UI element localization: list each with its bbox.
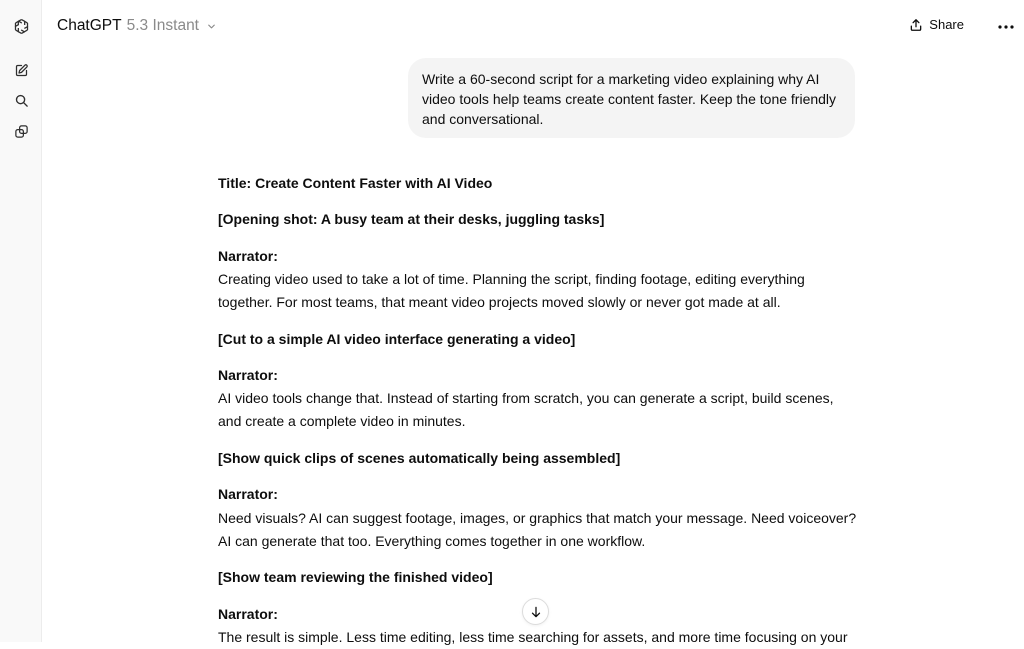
model-version: 5.3 Instant [126, 17, 199, 34]
narrator-text: The result is simple. Less time editing, less time searching for assets, and more time focusing on your [218, 629, 848, 645]
narrator-text: Creating video used to take a lot of time. Planning the script, finding footage, editing everything together. For most teams, that meant video projects moved slowly or never got made at all. [218, 271, 805, 310]
top-header [42, 0, 1024, 54]
narrator-text: AI video tools change that. Instead of starting from scratch, you can generate a script, build scenes, and create a complete video in minutes. [218, 390, 834, 429]
stage-direction: [Opening shot: A busy team at their desks, juggling tasks] [218, 211, 605, 227]
script-title: Title: Create Content Faster with AI Video [218, 175, 493, 191]
share-upload-icon [909, 18, 923, 32]
model-name: ChatGPT [57, 17, 122, 34]
scroll-down-button[interactable] [522, 598, 549, 625]
search-icon[interactable] [11, 90, 31, 110]
narrator-text: Need visuals? AI can suggest footage, images, or graphics that match your message. Need voiceover? AI can generate that too. Everything comes together in one workflow. [218, 510, 857, 549]
more-dots-icon[interactable] [996, 17, 1016, 37]
new-chat-icon[interactable] [11, 60, 31, 80]
narrator-label: Narrator: [218, 248, 278, 264]
arrow-down-icon [529, 605, 543, 619]
openai-logo-icon[interactable] [11, 16, 31, 36]
user-message-text: Write a 60-second script for a marketing video explaining why AI video tools help teams create content faster. Keep the tone friendly and conversational. [422, 71, 837, 127]
user-message-bubble [408, 58, 855, 138]
share-label: Share [929, 17, 964, 32]
stage-direction: [Show team reviewing the finished video] [218, 569, 493, 585]
sidebar-rail [0, 0, 42, 642]
narrator-label: Narrator: [218, 486, 278, 502]
chevron-down-icon [206, 21, 217, 32]
share-button[interactable] [909, 17, 964, 32]
stage-direction: [Show quick clips of scenes automatically being assembled] [218, 450, 621, 466]
narrator-label: Narrator: [218, 367, 278, 383]
stage-direction: [Cut to a simple AI video interface generating a video] [218, 331, 576, 347]
model-selector[interactable] [57, 17, 217, 35]
narrator-label: Narrator: [218, 606, 278, 622]
library-icon[interactable] [11, 121, 31, 141]
